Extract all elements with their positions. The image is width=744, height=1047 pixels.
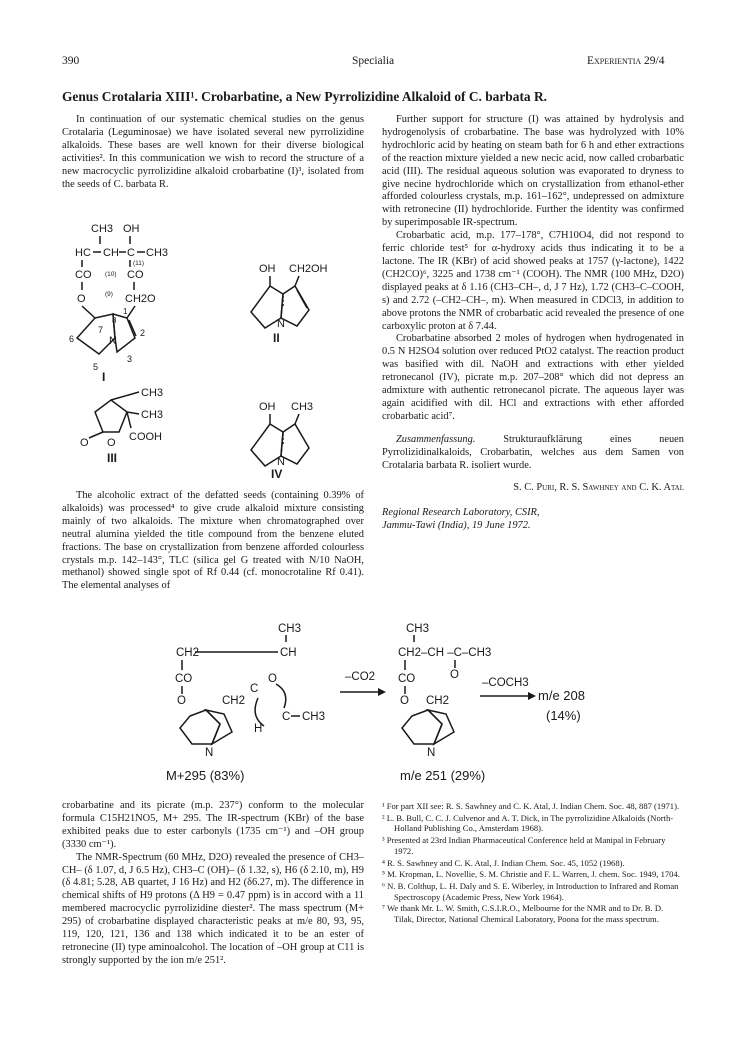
ion-208-intensity: (14%) [546,708,581,723]
authors: S. C. Puri, R. S. Sawhney and C. K. Atal [513,482,684,494]
place-date: Jammu-Tawi (India), 19 June 1972. [382,520,531,532]
page-number: 390 [62,55,80,67]
struct-I-co-right: CO [127,269,144,281]
scheme-ch2-251: CH2 [426,695,450,707]
struct-III-label: III [107,451,118,465]
struct-I-1: 1 [123,307,128,316]
struct-I-pos9: (9) [105,291,113,298]
struct-III-cooh: COOH [129,431,162,443]
intro-paragraph: In continuation of our systematic chemical studies on the genus Crotalaria (Leguminosae) we have isolated several new pyrrolizidine alkaloids. These bases are well known for their diverse biological activities². In this communication we wish to record the structure of a new macrocyclic pyrrolizidine alkaloid crobarbatine (I)³, isolated from the seeds of C. barbata R. [62,114,364,190]
struct-I-ch3-right: CH3 [146,247,169,259]
scheme-ch3-251: CH3 [406,623,430,635]
loss-co2: –CO2 [345,671,376,683]
struct-III-ch3a: CH3 [141,387,164,399]
structure-II [251,263,328,345]
summary-text: Strukturaufklärung eines neuen Pyrrolizidinalkaloids, Crobarbatin, welches aus dem Samen von Crotalaria barbata R. isoliert wurde. [382,433,684,471]
scheme-ch3: CH3 [278,623,302,635]
extraction-paragraph: The alcoholic extract of the defatted seeds (containing 0.39% of alkaloids) was processed⁴ to give crude alkaloid mixture consisting mainly of two alkaloids. The mixture when chromatographed over neutral alumina yielded the title compound from the benzene eluted fractions. The base on crystallization from benzene afforded colourless crystals m.p. 142–143°, TLC (silica gel G treated with N/10 NaOH, methanol) showed single spot of Rf 0.44 (cf. monocrotaline Rf 0.41). The elemental analyses of [62,490,364,592]
summary-label: Zusammenfassung. [396,433,476,445]
footnote: ⁷ We thank Mr. L. W. Smith, C.S.I.R.O., Melbourne for the NMR and to Dr. B. D. Tilak, Director, National Chemical Laboratory, Poona for the mass spectrum. [382,903,664,925]
struct-I-c: C [127,247,135,259]
scheme-h: H [254,723,263,735]
struct-II-ch2oh: CH2OH [289,263,328,275]
fragmentation-scheme [150,620,740,788]
struct-I-n: N [109,335,117,347]
footnote: ⁵ M. Kropman, L. Novellie, S. M. Christie and F. L. Warren, J. chem. Soc. 1949, 1704. [382,869,680,880]
journal-issue: Experientia 29/4 [587,55,665,67]
struct-I-ch2o: CH2O [125,293,156,305]
struct-I-o: O [77,293,86,305]
struct-III-o-carbonyl: O [80,437,89,449]
footnote: ⁶ N. B. Colthup, L. H. Daly and S. E. Wiberley, in Introduction to Infrared and Roman Spectroscopy (Academic Press, New York 1964). [382,880,679,902]
extraction-text [62,490,364,593]
scheme-ch3-right: CH3 [302,711,326,723]
scheme-ch2-ring: CH2 [222,695,246,707]
struct-III-o-ring: O [107,437,116,449]
results-text [382,114,684,533]
loss-coch3: –COCH3 [482,677,529,689]
scheme-o-ring-251: O [400,695,409,707]
struct-I-8: 8 [112,316,117,325]
scheme-c-carbonyl: C [250,683,259,695]
struct-I-ch3: CH3 [91,223,114,235]
spectral-text [62,800,364,968]
structure-III [80,387,163,465]
structures-figure [55,214,375,482]
ion-m-plus: M+295 (83%) [166,768,245,783]
footnote: ² L. B. Bull, C. C. J. Culvenor and A. T. Dick, in The pyrrolizidine Alkaloids (North-Holland Publishing Co., Amsterdam 1968). [382,812,674,834]
acid-paragraph: Crobarbatic acid, m.p. 177–178°, C7H10O4, did not respond to ferric chloride test⁵ for α-hydroxy acids thus indicating it to be a lactone. The IR (KBr) of acid showed peaks at 1757 (γ-lactone), 1422 (CH2CO)⁶, 3225 and 1738 cm⁻¹ (COOH). The NMR (100 MHz, D2O) displayed peaks at δ 1.16 (CH3–CH–, d, J 7 Hz), 1.72 (CH3–C–COOH, s) and 2.72 (–CH2–CH–, m). When measured in CDCl3, in addition to above protons the NMR of crobarbatic acid revealed the presence of one carboxylic proton at δ 7.44. [382,230,684,332]
structure-IV [251,401,313,481]
footnote: ¹ For part XII see: R. S. Sawhney and C. K. Atal, J. Indian Chem. Soc. 48, 887 (1971). [382,801,680,811]
scheme-ch: CH [280,647,297,659]
struct-III-ch3b: CH3 [141,409,164,421]
struct-IV-n: N [277,456,285,468]
struct-II-label: II [273,331,280,345]
footnotes [382,801,684,926]
scheme-n-plus-2: N [427,747,436,759]
struct-I-oh: OH [123,223,140,235]
hydrogenation-paragraph: Crobarbatine absorbed 2 moles of hydrogen when hydrogenated in 0.5 N H2SO4 solution over reduced PtO2 catalyst. The reaction product was basified with dil. NaOH and extractions with ether yielded retronecanol (IV), picrate m.p. 207–208° which did not depress an admixture with authentic retronecanol picrate. The aqueous layer was again acidified with dil. HCl and extractions with ether afforded crobarbatic acid⁷. [382,333,684,422]
struct-I-hc: HC [75,247,91,259]
struct-I-6: 6 [69,334,75,344]
hydrolysis-paragraph: Further support for structure (I) was attained by hydrolysis and hydrogenolysis of crobarbatine. The base was hydrolyzed with 10% hydrochloric acid by heating on steam bath for 6 h and ether extractions of the reaction mixture yielded a new necic acid, now called crobarbatic acid (III). The residual aqueous solution was evaporated to dryness to give necine hydrochloride which on crystallization from ethanol-ether afforded colourless crystals, m.p. 161–162°, undepressed on admixture with retronecine (II) hydrochloride. Further the identity was confirmed by superimposable IR-spectrum. [382,114,684,229]
formula-paragraph: crobarbatine and its picrate (m.p. 237°) conform to the molecular formula C15H21NO5, M+ 295. The IR-spectrum (KBr) of the base exhibited peaks due to ester carbonyls (1735 cm⁻¹) and –OH group (3330 cm⁻¹). [62,800,364,850]
footnote: ³ Presented at 23rd Indian Pharmaceutical Conference held at Manipal in February 1972. [382,835,666,856]
struct-II-oh: OH [259,263,276,275]
scheme-co-251: CO [398,673,416,685]
scheme-n-plus-1: N [205,747,214,759]
struct-IV-label: IV [271,467,283,481]
scheme-o-carbonyl: O [268,673,277,685]
struct-I-2: 2 [140,328,146,338]
nmr-paragraph: The NMR-Spectrum (60 MHz, D2O) revealed the presence of CH3–CH– (δ 1.07, d, J 6.5 Hz), CH3–C (OH)– (δ 1.32, s), H6 (δ 2.10, m), H9 (δ 4.81; 5.28, AB quartet, J 16 Hz) and H2 (δ6.27, m). The difference in chemical shifts of H9 protons (Δ H9 = 0.47 ppm) is in accord with a 11 membered macrocyclic pyrrolizidine diester². The mass spectrum (M+ 295) of crobarbatine displayed characteristic peaks at m/e 80, 93, 95, 119, 120, 121, 136 and 138 which indicated it to be an ester of retronecine (II) type aminoalcohol. The location of –OH group at C11 is strongly supported by the ion m/e 251². [62,851,364,966]
footnote: ⁴ R. S. Sawhney and C. K. Atal, J. Indian Chem. Soc. 45, 1052 (1968). [382,857,625,868]
scheme-co: CO [175,673,193,685]
structure-I [69,223,168,384]
scheme-right-top: CH2–CH –C–CH3 [398,647,492,659]
section-name: Specialia [352,55,395,67]
struct-I-7: 7 [98,325,104,335]
struct-IV-ch3: CH3 [291,401,314,413]
struct-I-ch: CH [103,247,119,259]
ion-208: m/e 208 [538,688,585,703]
struct-I-3: 3 [127,354,133,364]
intro-text [62,114,364,191]
scheme-c-methyl: C [282,711,291,723]
struct-I-pos10: (10) [105,271,117,278]
struct-I-label: I [102,370,106,384]
ion-251: m/e 251 (29%) [400,768,486,783]
struct-II-n: N [277,318,285,330]
struct-I-co-left: CO [75,269,92,281]
scheme-o: O [177,695,186,707]
struct-I-5: 5 [93,362,99,372]
struct-IV-oh: OH [259,401,276,413]
article-title: Genus Crotalaria XIII¹. Crobarbatine, a New Pyrrolizidine Alkaloid of C. barbata R. [62,89,547,104]
scheme-ch2: CH2 [176,647,200,659]
struct-I-pos11: (11) [133,260,145,267]
scheme-o-251: O [450,669,459,681]
affiliation: Regional Research Laboratory, CSIR, [382,507,540,519]
